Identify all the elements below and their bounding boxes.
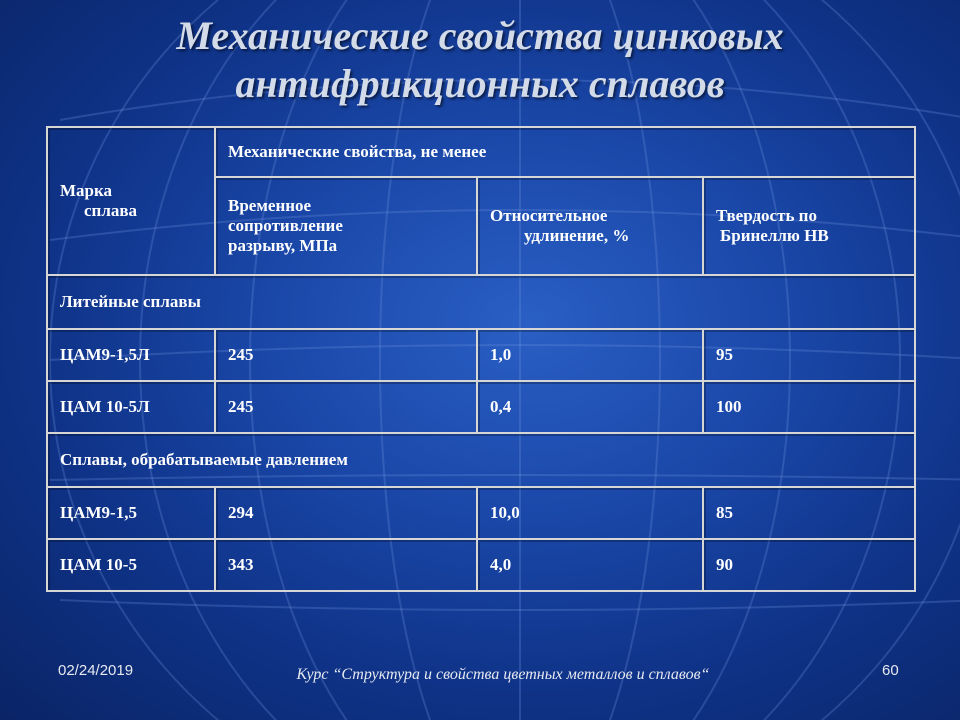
table-row (47, 381, 915, 433)
strength-header-line-1: Временное (228, 196, 312, 215)
table-row (47, 329, 915, 381)
strength-cell: 294 (215, 487, 477, 539)
hardness-header-line-1: Твердость по (716, 206, 817, 225)
strength-cell: 343 (215, 539, 477, 591)
elongation-cell: 4,0 (477, 539, 703, 591)
grade-header-cell (47, 127, 215, 275)
strength-cell: 245 (215, 329, 477, 381)
group-label-cast: Литейные сплавы (47, 275, 915, 329)
strength-header-line-3: разрыву, МПа (228, 236, 338, 255)
table-row (47, 539, 915, 591)
hardness-cell: 85 (703, 487, 915, 539)
slide-title-line-1: Механические свойства цинковых (176, 13, 784, 58)
group-row-cast (47, 275, 915, 329)
grade-header-line-2: сплава (84, 201, 138, 220)
slide-title-line-2: антифрикционных сплавов (235, 61, 725, 106)
elongation-cell: 10,0 (477, 487, 703, 539)
elongation-cell: 0,4 (477, 381, 703, 433)
table-row (47, 487, 915, 539)
strength-header-line-2: сопротивление (228, 216, 343, 235)
footer-date: 02/24/2019 (58, 662, 134, 679)
slide-title (0, 12, 960, 108)
hardness-cell: 95 (703, 329, 915, 381)
grade-cell: ЦАМ9-1,5Л (47, 329, 215, 381)
header-row (47, 127, 915, 177)
footer-course: Курс “Структура и свойства цветных металлов и сплавов“ (296, 666, 710, 683)
grade-cell: ЦАМ 10-5 (47, 539, 215, 591)
elongation-header-line-2: удлинение, % (524, 226, 630, 245)
elongation-cell: 1,0 (477, 329, 703, 381)
grade-cell: ЦАМ9-1,5 (47, 487, 215, 539)
strength-cell: 245 (215, 381, 477, 433)
mech-properties-header: Механические свойства, не менее (215, 127, 915, 177)
strength-header-cell (215, 177, 477, 275)
hardness-header-line-2: Бринеллю НВ (720, 226, 829, 245)
group-row-wrought (47, 433, 915, 487)
hardness-cell: 90 (703, 539, 915, 591)
grade-cell: ЦАМ 10-5Л (47, 381, 215, 433)
properties-table (46, 126, 916, 592)
hardness-cell: 100 (703, 381, 915, 433)
grade-header-line-1: Марка (60, 181, 113, 200)
footer-page-number: 60 (882, 662, 899, 679)
hardness-header-cell (703, 177, 915, 275)
group-label-wrought: Сплавы, обрабатываемые давлением (47, 433, 915, 487)
elongation-header-cell (477, 177, 703, 275)
elongation-header-line-1: Относительное (490, 206, 608, 225)
